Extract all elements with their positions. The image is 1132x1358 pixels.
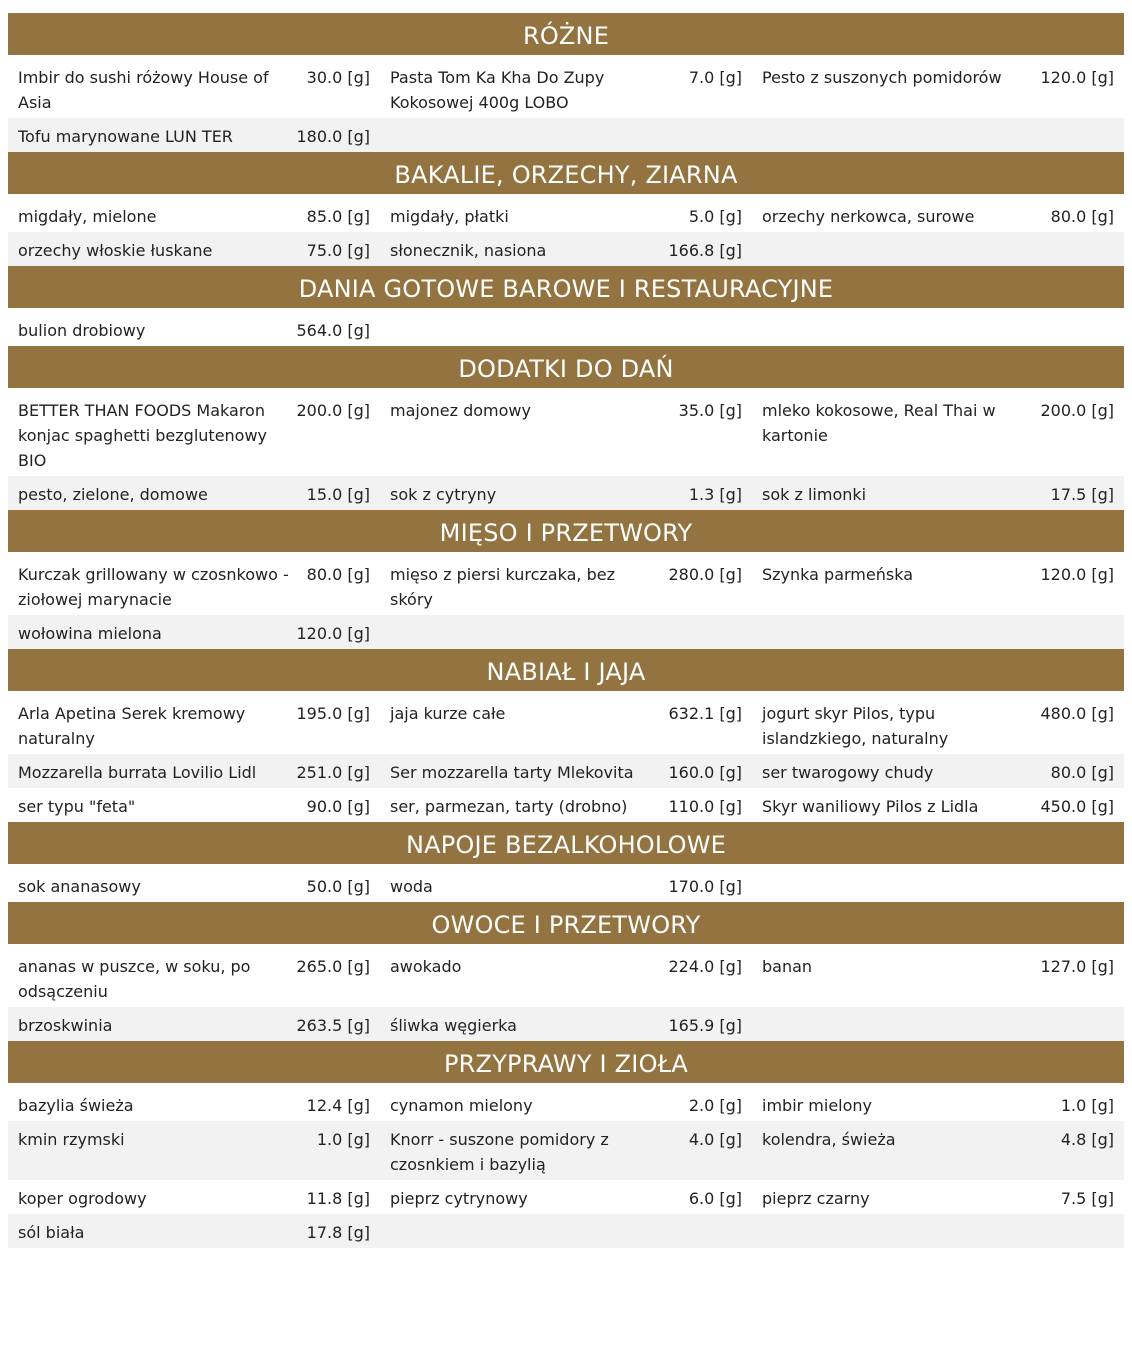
product-amount: 7.0 [g] (688, 68, 742, 87)
product-name: pieprz czarny (762, 1189, 870, 1208)
item-row (8, 59, 1124, 118)
product-item (8, 1220, 380, 1245)
shopping-list (8, 0, 1124, 1248)
product-amount: 15.0 [g] (306, 485, 370, 504)
product-amount: 17.5 [g] (1050, 485, 1114, 504)
product-name: orzechy nerkowca, surowe (762, 207, 975, 226)
product-item (380, 238, 752, 263)
empty-cell (752, 238, 1124, 263)
product-name: Knorr - suszone pomidory z czosnkiem i bazylią (390, 1130, 609, 1174)
product-item (752, 65, 1124, 115)
product-item (8, 1186, 380, 1211)
product-name: bulion drobiowy (18, 321, 146, 340)
product-amount: 1.3 [g] (688, 485, 742, 504)
product-item (752, 794, 1124, 819)
item-row (8, 556, 1124, 615)
product-amount: 4.8 [g] (1060, 1130, 1114, 1149)
category-header: OWOCE I PRZETWORY (8, 902, 1124, 944)
product-item (8, 318, 380, 343)
category-section (8, 510, 1124, 649)
product-amount: 263.5 [g] (296, 1016, 370, 1035)
product-name: sok z limonki (762, 485, 867, 504)
item-row (8, 868, 1124, 902)
product-item (8, 482, 380, 507)
product-item (752, 701, 1124, 751)
product-name: Kurczak grillowany w czosnkowo - ziołowej marynacie (18, 565, 289, 609)
product-name: Arla Apetina Serek kremowy naturalny (18, 704, 246, 748)
product-amount: 11.8 [g] (306, 1189, 370, 1208)
product-name: ser twarogowy chudy (762, 763, 934, 782)
product-item (8, 204, 380, 229)
category-items (8, 194, 1124, 266)
product-amount: 30.0 [g] (306, 68, 370, 87)
product-item (380, 874, 752, 899)
product-item (380, 1186, 752, 1211)
product-name: słonecznik, nasiona (390, 241, 547, 260)
category-header: BAKALIE, ORZECHY, ZIARNA (8, 152, 1124, 194)
product-amount: 7.5 [g] (1060, 1189, 1114, 1208)
product-amount: 251.0 [g] (296, 763, 370, 782)
product-name: Pasta Tom Ka Kha Do Zupy Kokosowej 400g LOBO (390, 68, 605, 112)
product-name: brzoskwinia (18, 1016, 113, 1035)
product-item (380, 1127, 752, 1177)
category-section (8, 152, 1124, 266)
product-amount: 170.0 [g] (668, 877, 742, 896)
product-item (8, 621, 380, 646)
product-amount: 120.0 [g] (1040, 68, 1114, 87)
product-item (8, 562, 380, 612)
empty-cell (752, 621, 1124, 646)
product-name: sok ananasowy (18, 877, 141, 896)
product-name: mleko kokosowe, Real Thai w kartonie (762, 401, 996, 445)
product-amount: 17.8 [g] (306, 1223, 370, 1242)
product-item (752, 1186, 1124, 1211)
product-amount: 12.4 [g] (306, 1096, 370, 1115)
category-section (8, 346, 1124, 510)
product-amount: 120.0 [g] (1040, 565, 1114, 584)
product-amount: 4.0 [g] (688, 1130, 742, 1149)
product-amount: 90.0 [g] (306, 797, 370, 816)
product-item (752, 562, 1124, 612)
product-name: orzechy włoskie łuskane (18, 241, 213, 260)
category-header: MIĘSO I PRZETWORY (8, 510, 1124, 552)
empty-cell (380, 124, 752, 149)
product-amount: 85.0 [g] (306, 207, 370, 226)
product-amount: 200.0 [g] (296, 401, 370, 420)
product-item (8, 701, 380, 751)
product-amount: 564.0 [g] (296, 321, 370, 340)
product-item (380, 760, 752, 785)
product-item (752, 398, 1124, 473)
product-item (380, 1093, 752, 1118)
product-name: mięso z piersi kurczaka, bez skóry (390, 565, 615, 609)
category-header: DANIA GOTOWE BAROWE I RESTAURACYJNE (8, 266, 1124, 308)
category-section (8, 902, 1124, 1041)
product-name: jogurt skyr Pilos, typu islandzkiego, naturalny (762, 704, 949, 748)
category-items (8, 1083, 1124, 1248)
product-amount: 165.9 [g] (668, 1016, 742, 1035)
item-row (8, 615, 1124, 649)
item-row (8, 1214, 1124, 1248)
empty-cell (380, 1220, 752, 1245)
empty-cell (752, 1013, 1124, 1038)
product-item (8, 398, 380, 473)
category-header: RÓŻNE (8, 13, 1124, 55)
product-item (8, 1013, 380, 1038)
product-name: koper ogrodowy (18, 1189, 147, 1208)
product-item (8, 238, 380, 263)
product-amount: 200.0 [g] (1040, 401, 1114, 420)
empty-cell (752, 318, 1124, 343)
product-amount: 265.0 [g] (296, 957, 370, 976)
item-row (8, 695, 1124, 754)
product-name: BETTER THAN FOODS Makaron konjac spaghetti bezglutenowy BIO (18, 401, 268, 470)
product-name: wołowina mielona (18, 624, 162, 643)
product-name: bazylia świeża (18, 1096, 134, 1115)
product-name: śliwka węgierka (390, 1016, 517, 1035)
product-name: jaja kurze całe (390, 704, 506, 723)
product-item (752, 760, 1124, 785)
category-items (8, 55, 1124, 152)
product-item (8, 794, 380, 819)
category-header: NABIAŁ I JAJA (8, 649, 1124, 691)
product-amount: 2.0 [g] (688, 1096, 742, 1115)
item-row (8, 118, 1124, 152)
product-amount: 127.0 [g] (1040, 957, 1114, 976)
product-item (8, 874, 380, 899)
product-item (380, 562, 752, 612)
product-item (8, 124, 380, 149)
product-name: sól biała (18, 1223, 85, 1242)
product-amount: 180.0 [g] (296, 127, 370, 146)
product-amount: 450.0 [g] (1040, 797, 1114, 816)
product-item (752, 482, 1124, 507)
empty-cell (752, 124, 1124, 149)
product-amount: 480.0 [g] (1040, 704, 1114, 723)
product-name: kolendra, świeża (762, 1130, 896, 1149)
product-amount: 195.0 [g] (296, 704, 370, 723)
product-name: woda (390, 877, 433, 896)
product-name: banan (762, 957, 813, 976)
product-item (380, 1013, 752, 1038)
category-header: PRZYPRAWY I ZIOŁA (8, 1041, 1124, 1083)
product-item (380, 794, 752, 819)
product-name: ananas w puszce, w soku, po odsączeniu (18, 957, 251, 1001)
item-row (8, 312, 1124, 346)
product-item (380, 398, 752, 473)
product-name: migdały, mielone (18, 207, 157, 226)
product-name: majonez domowy (390, 401, 531, 420)
item-row (8, 1087, 1124, 1121)
product-amount: 1.0 [g] (316, 1130, 370, 1149)
product-name: Tofu marynowane LUN TER (18, 127, 233, 146)
empty-cell (380, 318, 752, 343)
product-name: Szynka parmeńska (762, 565, 913, 584)
category-items (8, 944, 1124, 1041)
category-section (8, 13, 1124, 152)
product-item (8, 1093, 380, 1118)
category-section (8, 822, 1124, 902)
product-amount: 80.0 [g] (1050, 207, 1114, 226)
category-items (8, 864, 1124, 902)
product-amount: 224.0 [g] (668, 957, 742, 976)
category-section (8, 1041, 1124, 1248)
product-item (752, 1093, 1124, 1118)
product-name: cynamon mielony (390, 1096, 533, 1115)
category-header: NAPOJE BEZALKOHOLOWE (8, 822, 1124, 864)
item-row (8, 1007, 1124, 1041)
product-name: pieprz cytrynowy (390, 1189, 528, 1208)
item-row (8, 948, 1124, 1007)
product-amount: 110.0 [g] (668, 797, 742, 816)
category-items (8, 691, 1124, 822)
category-items (8, 308, 1124, 346)
product-name: Imbir do sushi różowy House of Asia (18, 68, 269, 112)
product-item (380, 65, 752, 115)
product-amount: 5.0 [g] (688, 207, 742, 226)
product-amount: 120.0 [g] (296, 624, 370, 643)
product-item (752, 1127, 1124, 1177)
item-row (8, 788, 1124, 822)
item-row (8, 198, 1124, 232)
product-item (380, 204, 752, 229)
product-name: Pesto z suszonych pomidorów (762, 68, 1002, 87)
product-amount: 75.0 [g] (306, 241, 370, 260)
product-item (752, 204, 1124, 229)
product-amount: 35.0 [g] (678, 401, 742, 420)
product-name: migdały, płatki (390, 207, 509, 226)
product-name: imbir mielony (762, 1096, 873, 1115)
category-section (8, 649, 1124, 822)
product-name: pesto, zielone, domowe (18, 485, 208, 504)
product-amount: 280.0 [g] (668, 565, 742, 584)
product-item (8, 760, 380, 785)
item-row (8, 476, 1124, 510)
item-row (8, 232, 1124, 266)
product-name: ser typu "feta" (18, 797, 136, 816)
item-row (8, 1121, 1124, 1180)
category-items (8, 388, 1124, 510)
product-name: Mozzarella burrata Lovilio Lidl (18, 763, 257, 782)
product-amount: 160.0 [g] (668, 763, 742, 782)
item-row (8, 1180, 1124, 1214)
product-item (380, 954, 752, 1004)
item-row (8, 392, 1124, 476)
empty-cell (752, 1220, 1124, 1245)
category-items (8, 552, 1124, 649)
empty-cell (752, 874, 1124, 899)
product-name: ser, parmezan, tarty (drobno) (390, 797, 628, 816)
product-amount: 80.0 [g] (1050, 763, 1114, 782)
product-amount: 166.8 [g] (668, 241, 742, 260)
product-name: kmin rzymski (18, 1130, 125, 1149)
product-item (8, 65, 380, 115)
product-item (8, 1127, 380, 1177)
product-item (380, 482, 752, 507)
item-row (8, 754, 1124, 788)
product-name: awokado (390, 957, 462, 976)
product-item (380, 701, 752, 751)
product-amount: 50.0 [g] (306, 877, 370, 896)
product-name: Ser mozzarella tarty Mlekovita (390, 763, 634, 782)
product-amount: 632.1 [g] (668, 704, 742, 723)
product-name: sok z cytryny (390, 485, 497, 504)
category-header: DODATKI DO DAŃ (8, 346, 1124, 388)
product-amount: 1.0 [g] (1060, 1096, 1114, 1115)
product-amount: 80.0 [g] (306, 565, 370, 584)
empty-cell (380, 621, 752, 646)
product-name: Skyr waniliowy Pilos z Lidla (762, 797, 979, 816)
product-item (8, 954, 380, 1004)
product-amount: 6.0 [g] (688, 1189, 742, 1208)
product-item (752, 954, 1124, 1004)
category-section (8, 266, 1124, 346)
